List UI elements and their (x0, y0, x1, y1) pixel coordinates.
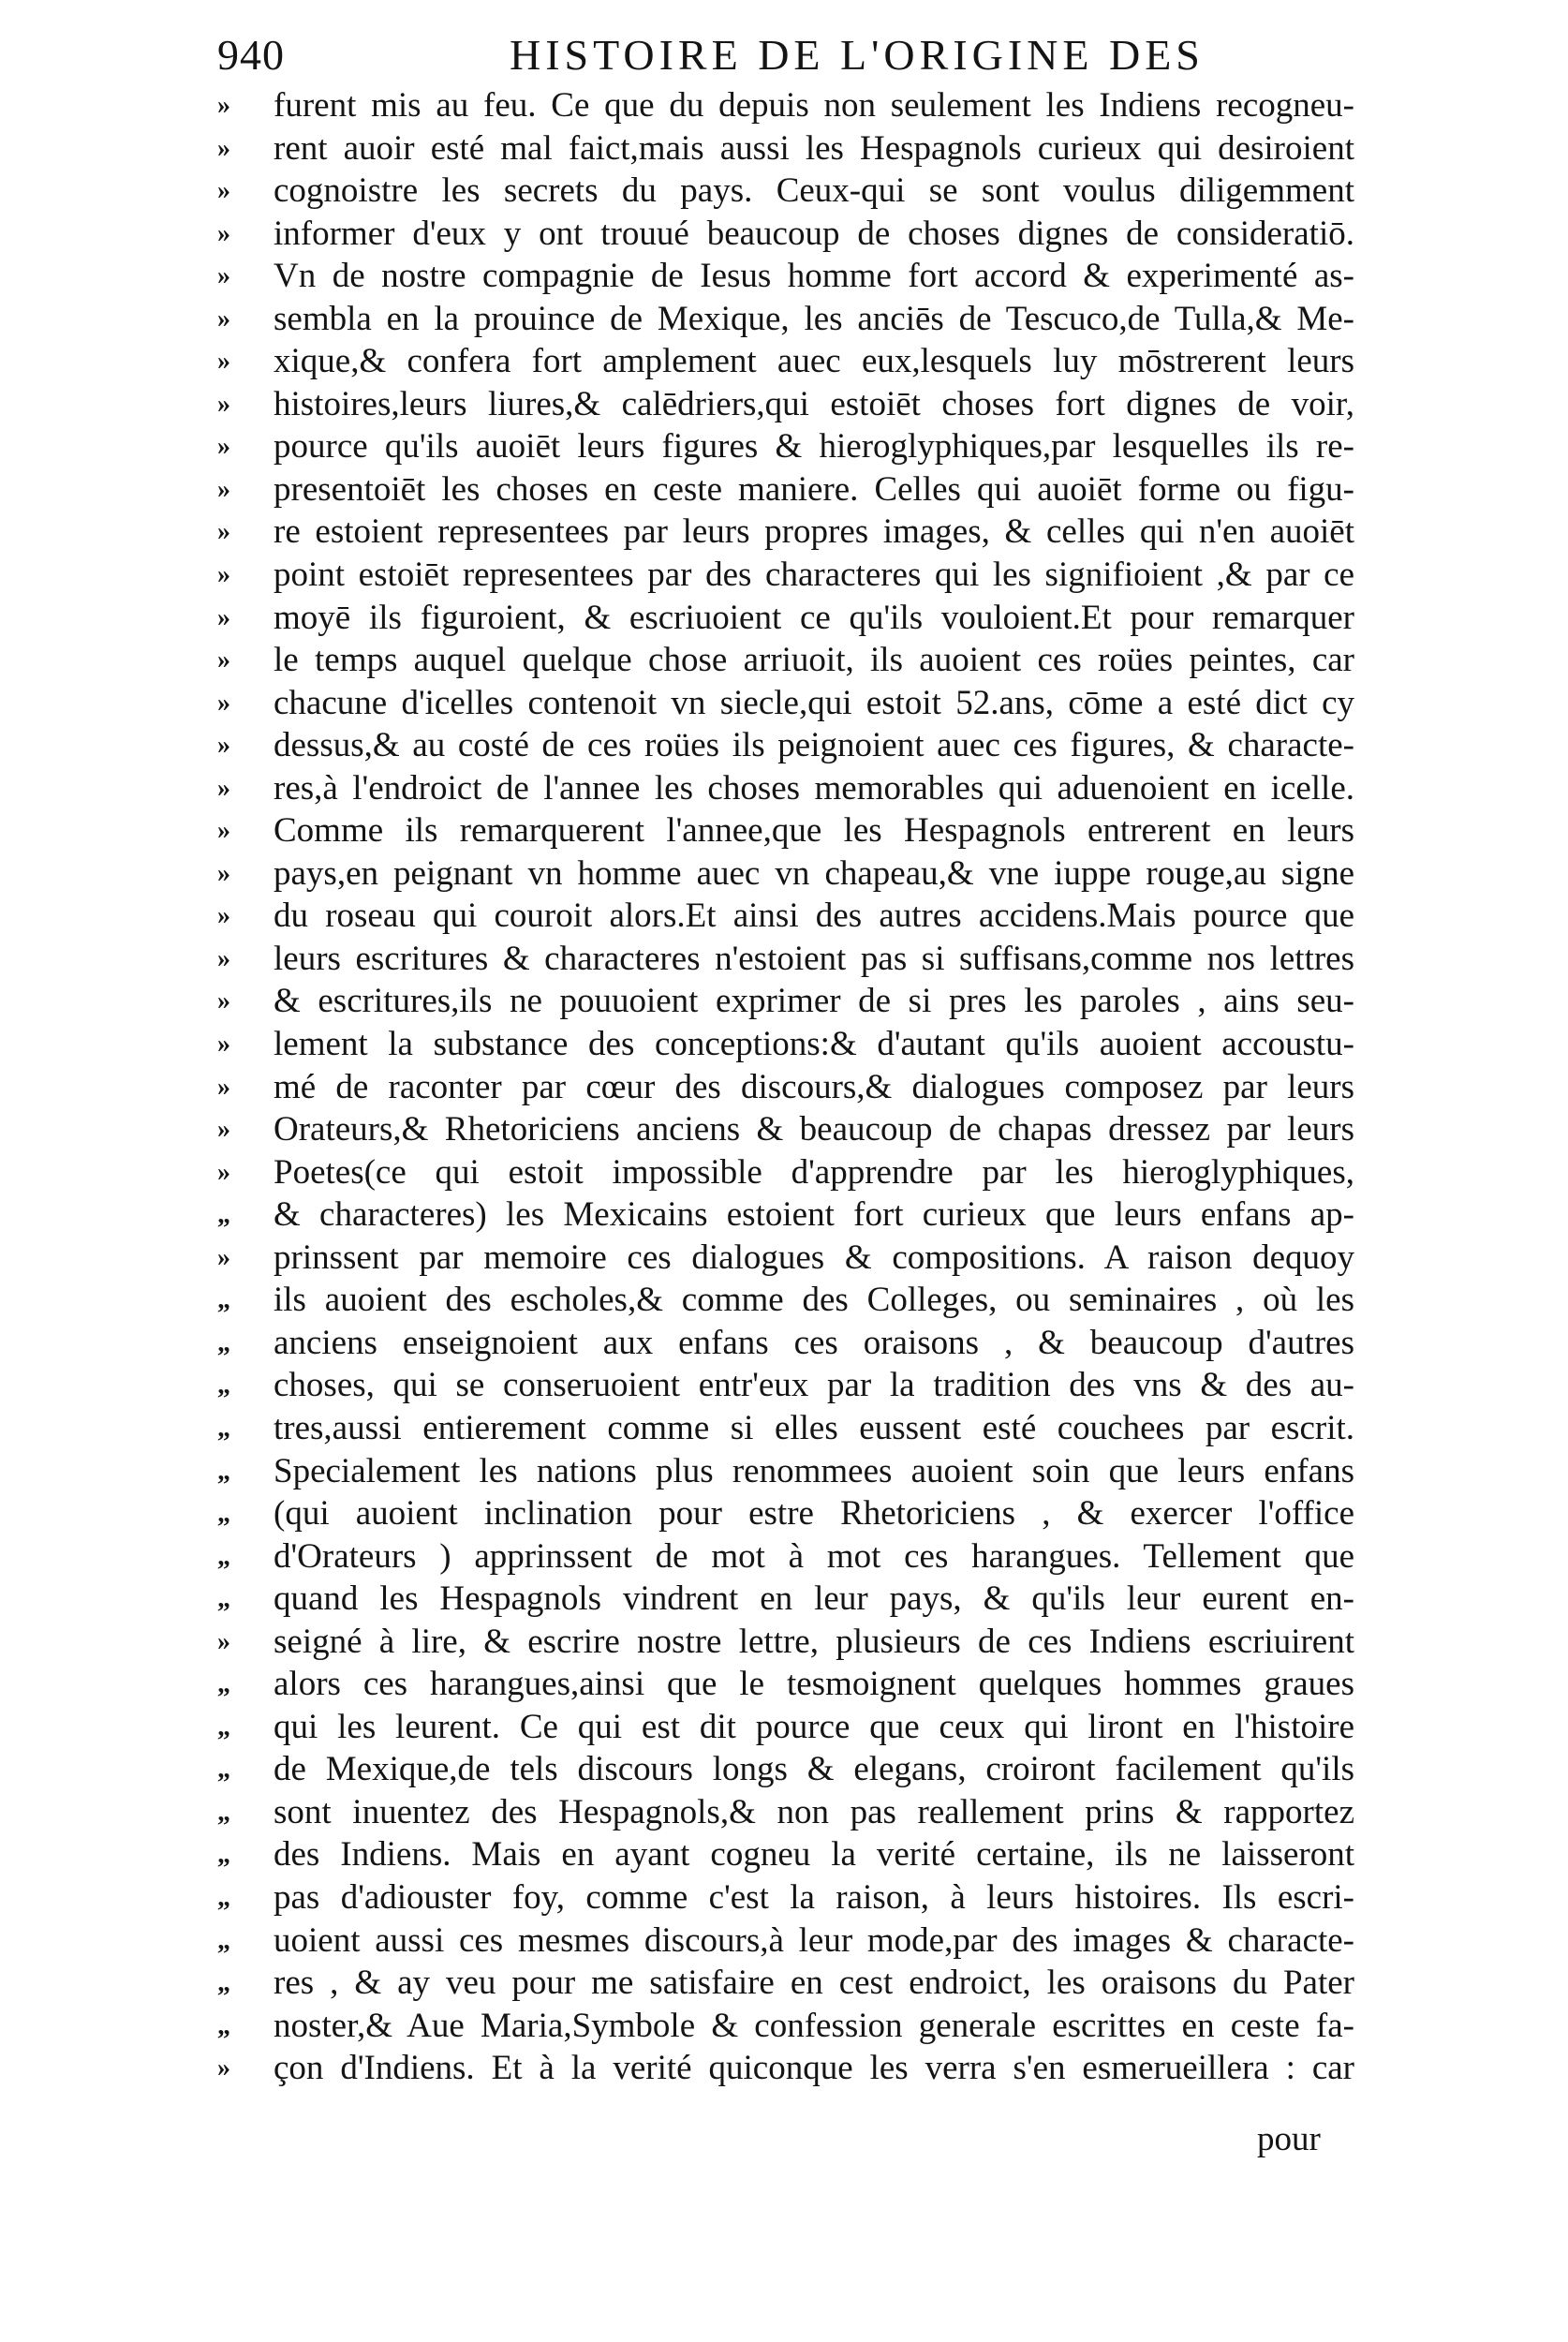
line-text: leurs escritures & characteres n'estoient pas si suffisans,comme nos lettres (274, 939, 1354, 978)
text-line (217, 511, 1354, 554)
text-line (217, 1108, 1354, 1151)
quotation-marker: „ (217, 1371, 229, 1401)
line-text: tres,aussi entierement comme si elles eussent esté couchees par escrit. (274, 1408, 1354, 1447)
quotation-marker: » (217, 645, 229, 675)
line-text: prinssent par memoire ces dialogues & compositions. A raison dequoy (274, 1238, 1354, 1277)
text-line (217, 2005, 1354, 2048)
line-text: Comme ils remarquerent l'annee,que les Hespagnols entrerent en leurs (274, 811, 1354, 851)
quotation-marker: » (217, 602, 229, 632)
text-line (217, 383, 1354, 426)
text-line (217, 895, 1354, 938)
text-line (217, 1791, 1354, 1834)
line-text: presentoiēt les choses en ceste maniere. Celles qui auoiēt forme ou figu- (274, 469, 1354, 509)
quotation-marker: » (217, 432, 229, 462)
quotation-marker: „ (217, 1968, 229, 1998)
line-text: xique,& confera fort amplement auec eux,lesquels luy mōstrerent leurs (274, 342, 1354, 381)
quotation-marker: » (217, 1242, 229, 1272)
line-text: noster,& Aue Maria,Symbole & confession generale escrittes en ceste fa- (274, 2006, 1354, 2045)
quotation-marker: » (217, 986, 229, 1016)
line-text: sont inuentez des Hespagnols,& non pas reallement prins & rapportez (274, 1792, 1354, 1831)
line-text: ils auoient des escholes,& comme des Colleges, ou seminaires , où les (274, 1281, 1354, 1320)
line-text: du roseau qui couroit alors.Et ainsi des autres accidens.Mais pource que (274, 897, 1354, 936)
quotation-marker: » (217, 2053, 229, 2083)
text-line (217, 1706, 1354, 1749)
line-text: dessus,& au costé de ces roües ils peignoient auec ces figures, & characte- (274, 726, 1354, 765)
text-line (217, 554, 1354, 597)
text-line (217, 767, 1354, 810)
line-text: & characteres) les Mexicains estoient fort curieux que leurs enfans ap- (274, 1195, 1354, 1235)
line-text: (qui auoient inclination pour estre Rhetoriciens , & exercer l'office (274, 1494, 1354, 1534)
text-line (217, 639, 1354, 682)
quotation-marker: » (217, 176, 229, 206)
line-text: pas d'adiouster foy, comme c'est la raison, à leurs histoires. Ils escri- (274, 1877, 1354, 1917)
text-line (217, 1876, 1354, 1920)
quotation-marker: » (217, 218, 229, 248)
text-line (217, 1962, 1354, 2005)
line-text: res , & ay veu pour me satisfaire en cest endroict, les oraisons du Pater (274, 1964, 1354, 2003)
line-text: rent auoir esté mal faict,mais aussi les Hespagnols curieux qui desiroient (274, 128, 1354, 168)
line-text: Orateurs,& Rhetoriciens anciens & beaucoup de chapas dressez par leurs (274, 1110, 1354, 1149)
quotation-marker: „ (217, 1882, 229, 1912)
quotation-marker: „ (217, 1925, 229, 1955)
text-line (217, 724, 1354, 767)
text-line (217, 1450, 1354, 1493)
text-line (217, 170, 1354, 213)
line-text: lement la substance des conceptions:& d'autant qu'ils auoient accoustu- (274, 1025, 1354, 1064)
line-text: seigné à lire, & escrire nostre lettre, plusieurs de ces Indiens escriuirent (274, 1622, 1354, 1661)
line-text: pource qu'ils auoiēt leurs figures & hieroglyphiques,par lesquelles ils re- (274, 427, 1354, 467)
quotation-marker: » (217, 731, 229, 761)
quotation-marker: » (217, 688, 229, 718)
quotation-marker: „ (217, 1413, 229, 1443)
line-text: de Mexique,de tels discours longs & elegans, croiront facilement qu'ils (274, 1750, 1354, 1789)
line-text: quand les Hespagnols vindrent en leur pays, & qu'ils leur eurent en- (274, 1579, 1354, 1619)
line-text: histoires,leurs liures,& calēdriers,qui estoiēt choses fort dignes de voir, (274, 384, 1354, 423)
text-line (217, 425, 1354, 468)
text-line (217, 1748, 1354, 1791)
text-line (217, 127, 1354, 170)
quotation-marker: „ (217, 1797, 229, 1827)
text-line (217, 938, 1354, 981)
catchword: pour (1257, 2120, 1321, 2158)
quotation-marker: » (217, 133, 229, 163)
quotation-marker: „ (217, 1669, 229, 1699)
quotation-marker: » (217, 91, 229, 120)
text-line (217, 298, 1354, 341)
text-line (217, 1663, 1354, 1706)
text-line (217, 1833, 1354, 1876)
line-text: point estoiēt representees par des characteres qui les signifioient ,& par ce (274, 556, 1354, 595)
body-text (217, 84, 1354, 2090)
line-text: Specialement les nations plus renommees auoient soin que leurs enfans (274, 1451, 1354, 1490)
quotation-marker: » (217, 560, 229, 590)
line-text: chacune d'icelles contenoit vn siecle,qui estoit 52.ans, cōme a esté dict cy (274, 683, 1354, 722)
text-line (217, 1621, 1354, 1664)
page-header (217, 22, 1351, 88)
text-line (217, 84, 1354, 127)
quotation-marker: » (217, 943, 229, 973)
text-line (217, 2047, 1354, 2090)
line-text: çon d'Indiens. Et à la verité quiconque les verra s'en esmerueillera : car (274, 2049, 1354, 2088)
text-line (217, 1492, 1354, 1535)
line-text: choses, qui se conseruoient entr'eux par la tradition des vns & des au- (274, 1366, 1354, 1405)
quotation-marker: „ (217, 1327, 229, 1357)
quotation-marker: » (217, 304, 229, 334)
quotation-marker: » (217, 389, 229, 419)
quotation-marker: „ (217, 1285, 229, 1315)
running-title: HISTOIRE DE L'ORIGINE DES (510, 31, 1205, 79)
text-line (217, 597, 1354, 640)
text-line (217, 213, 1354, 256)
text-line (217, 1023, 1354, 1066)
text-line (217, 1578, 1354, 1621)
text-line (217, 1920, 1354, 1963)
line-text: Vn de nostre compagnie de Iesus homme fort accord & experimenté as- (274, 257, 1354, 296)
text-line (217, 1066, 1354, 1109)
line-text: uoient aussi ces mesmes discours,à leur mode,par des images & characte- (274, 1920, 1354, 1960)
text-line (217, 1407, 1354, 1450)
text-line (217, 852, 1354, 896)
line-text: anciens enseignoient aux enfans ces oraisons , & beaucoup d'autres (274, 1323, 1354, 1362)
quotation-marker: „ (217, 1712, 229, 1742)
text-line (217, 682, 1354, 725)
line-text: moyē ils figuroient, & escriuoient ce qu'ils vouloient.Et pour remarquer (274, 598, 1354, 637)
line-text: cognoistre les secrets du pays. Ceux-qui se sont voulus diligemment (274, 171, 1354, 211)
quotation-marker: „ (217, 1499, 229, 1529)
quotation-marker: „ (217, 1456, 229, 1486)
quotation-marker: „ (217, 1840, 229, 1870)
quotation-marker: » (217, 773, 229, 803)
quotation-marker: » (217, 901, 229, 931)
quotation-marker: „ (217, 1584, 229, 1614)
text-line (217, 1279, 1354, 1322)
text-line (217, 1364, 1354, 1407)
line-text: informer d'eux y ont trouué beaucoup de choses dignes de consideratiō. (274, 214, 1354, 253)
line-text: sembla en la prouince de Mexique, les anciēs de Tescuco,de Tulla,& Me- (274, 299, 1354, 338)
text-line (217, 980, 1354, 1023)
text-line (217, 1237, 1354, 1280)
quotation-marker: » (217, 1115, 229, 1145)
quotation-marker: » (217, 347, 229, 377)
text-line (217, 255, 1354, 298)
text-line (217, 1151, 1354, 1194)
quotation-marker: » (217, 517, 229, 547)
line-text: re estoient representees par leurs propres images, & celles qui n'en auoiēt (274, 512, 1354, 552)
line-text: d'Orateurs ) apprinssent de mot à mot ces harangues. Tellement que (274, 1536, 1354, 1576)
quotation-marker: „ (217, 2010, 229, 2040)
page-number: 940 (217, 31, 285, 79)
quotation-marker: » (217, 1626, 229, 1656)
text-line (217, 1322, 1354, 1365)
line-text: furent mis au feu. Ce que du depuis non seulement les Indiens recogneu- (274, 86, 1354, 125)
line-text: & escritures,ils ne pouuoient exprimer de si pres les paroles , ains seu- (274, 982, 1354, 1021)
line-text: qui les leurent. Ce qui est dit pource que ceux qui liront en l'histoire (274, 1707, 1354, 1746)
quotation-marker: » (217, 1157, 229, 1187)
text-line (217, 1535, 1354, 1579)
text-line (217, 809, 1354, 852)
line-text: des Indiens. Mais en ayant cogneu la verité certaine, ils ne laisseront (274, 1835, 1354, 1875)
quotation-marker: „ (217, 1755, 229, 1785)
quotation-marker: » (217, 1030, 229, 1060)
quotation-marker: » (217, 261, 229, 291)
line-text: alors ces harangues,ainsi que le tesmoignent quelques hommes graues (274, 1665, 1354, 1704)
line-text: mé de raconter par cœur des discours,& dialogues composez par leurs (274, 1067, 1354, 1106)
line-text: pays,en peignant vn homme auec vn chapeau,& vne iuppe rouge,au signe (274, 853, 1354, 893)
text-line (217, 340, 1354, 383)
line-text: res,à l'endroict de l'annee les choses memorables qui aduenoient en icelle. (274, 768, 1354, 808)
text-line (217, 468, 1354, 511)
line-text: le temps auquel quelque chose arriuoit, ils auoient ces roües peintes, car (274, 641, 1354, 680)
quotation-marker: » (217, 1072, 229, 1102)
quotation-marker: „ (217, 1541, 229, 1571)
quotation-marker: » (217, 816, 229, 846)
line-text: Poetes(ce qui estoit impossible d'apprendre par les hieroglyphiques, (274, 1152, 1354, 1192)
quotation-marker: » (217, 474, 229, 504)
quotation-marker: » (217, 858, 229, 888)
text-line (217, 1193, 1354, 1237)
quotation-marker: „ (217, 1200, 229, 1230)
